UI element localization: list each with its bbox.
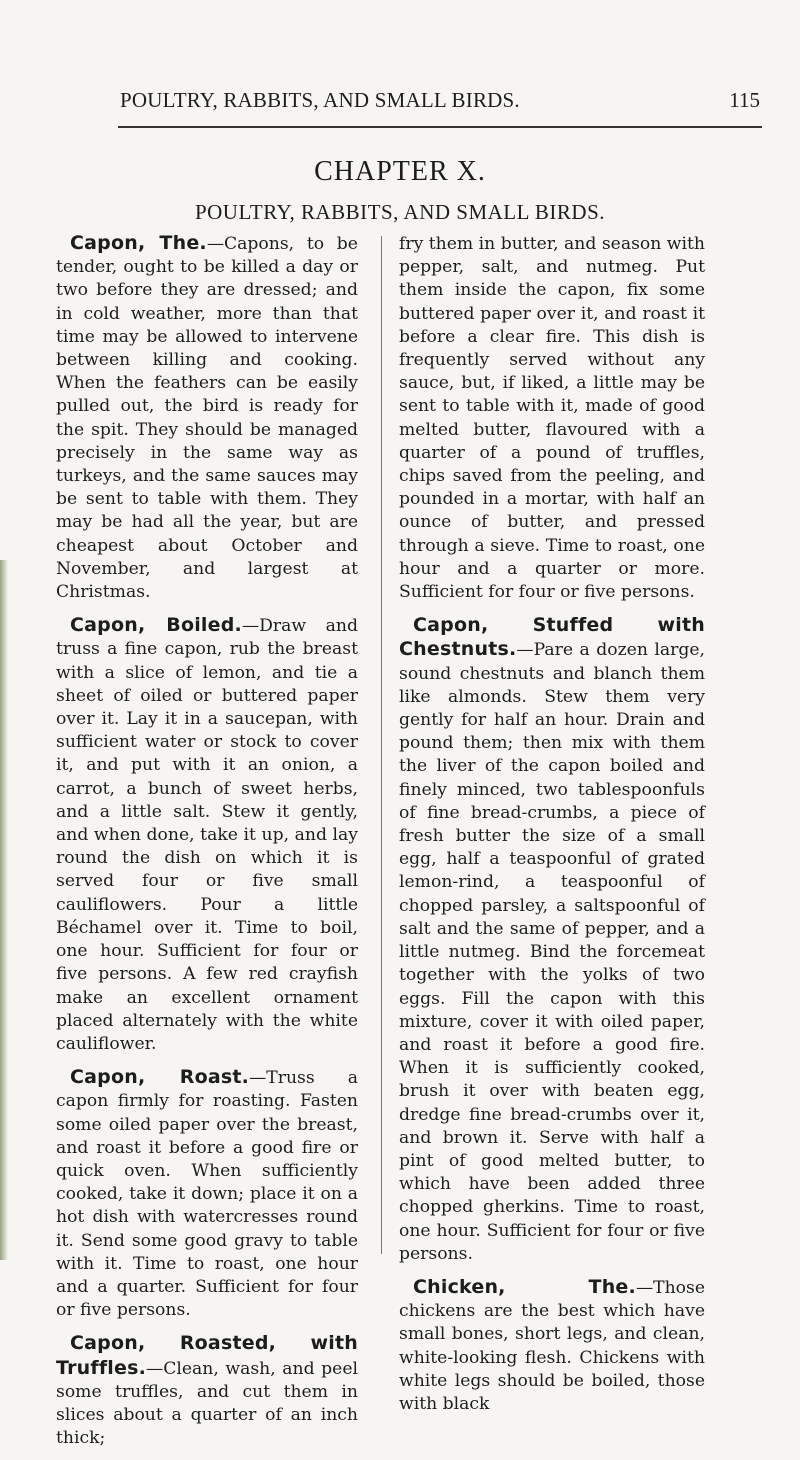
- right-column: [399, 232, 705, 1426]
- chapter-subtitle: POULTRY, RABBITS, AND SMALL BIRDS.: [194, 200, 606, 224]
- column-divider: [381, 236, 382, 1254]
- left-column: [56, 232, 358, 1460]
- running-title: POULTRY, RABBITS, AND SMALL BIRDS.: [120, 88, 520, 112]
- page-number: 115: [729, 88, 760, 112]
- recipe-entry-continued: [399, 232, 705, 604]
- recipe-heading: Capon, Stuffed with Chestnuts.: [399, 614, 705, 661]
- recipe-text: —Pare a dozen large, sound chestnuts and blanch them like almonds. Stew them very gently for half an hour. Drain and pound them; then mix with them the liver of the capon boiled and finely minced, two tablespoonfuls of fine bread-crumbs, a piece of fresh butter the size of a small egg, half a teaspoonful of grated lemon-rind, a teaspoonful of chopped parsley, a saltspoonful of salt and the same of pepper, and a little nutmeg. Bind the forcemeat together with the yolks of two eggs. Fill the capon with this mixture, cover it with oiled paper, and roast it before a good fire. When it is sufficiently cooked, brush it over with beaten egg, dredge fine bread-crumbs over it, and brown it. Serve with half a pint of good melted butter, to which have been added three chopped gherkins. Time to roast, one hour. Sufficient for four or five persons.: [399, 640, 705, 1264]
- recipe-text: —Truss a capon firmly for roasting. Fasten some oiled paper over the breast, and roast it before a good fire or quick oven. When sufficiently cooked, take it down; place it on a hot dish with watercresses round it. Send some good gravy to table with it. Time to roast, one hour and a quarter. Sufficient for four or five persons.: [56, 1068, 358, 1321]
- recipe-heading: Chicken, The.: [413, 1275, 636, 1298]
- recipe-entry: [56, 1332, 358, 1450]
- recipe-text: —Those chickens are the best which have small bones, short legs, and clean, white-looking flesh. Chickens with white legs should be boiled, those with black: [399, 1277, 705, 1414]
- recipe-heading: Capon, Boiled.: [70, 614, 242, 637]
- recipe-heading: Capon, The.: [70, 232, 207, 254]
- recipe-text: —Draw and truss a fine capon, rub the breast with a slice of lemon, and tie a sheet of oiled or buttered paper over it. Lay it in a saucepan, with sufficient water or stock to cover it, and put with it an onion, a carrot, a bunch of sweet herbs, and a little salt. Stew it gently, and when done, take it up, and lay round the dish on which it is served four or five small cauliflowers. Pour a little Béchamel over it. Time to boil, one hour. Sufficient for four or five persons. A few red crayfish make an excellent ornament placed alternately with the white cauliflower.: [56, 616, 358, 1054]
- recipe-heading: Capon, Roast.: [70, 1066, 250, 1089]
- page-edge-shadow: [0, 560, 8, 1260]
- recipe-text: fry them in butter, and season with pepper, salt, and nutmeg. Put them inside the capon, fix some buttered paper over it, and roast it before a clear fire. This dish is frequently served without any sauce, but, if liked, a little may be sent to table with it, made of good melted butter, flavoured with a quarter of a pound of truffles, chips saved from the peeling, and pounded in a mortar, with half an ounce of butter, and pressed through a sieve. Time to roast, one hour and a quarter or more. Sufficient for four or five persons.: [399, 234, 705, 603]
- chapter-title: CHAPTER X.: [314, 156, 486, 187]
- header-rule: [118, 126, 762, 128]
- recipe-text: —Clean, wash, and peel some truffles, and cut them in slices about a quarter of an inch thick;: [56, 1358, 358, 1449]
- recipe-entry: [56, 232, 358, 604]
- running-head: [120, 88, 760, 118]
- recipe-text: —Capons, to be tender, ought to be killed a day or two before they are dressed; and in cold weather, more than that time may be allowed to intervene between killing and cooking. When the feathers can be easily pulled out, the bird is ready for the spit. They should be managed precisely in the same way as turkeys, and the same sauces may be sent to table with them. They may be had all the year, but are cheapest about October and November, and largest at Christmas.: [56, 234, 358, 603]
- recipe-heading: Capon, Roasted, with Truffles.: [56, 1332, 358, 1379]
- recipe-entry: [56, 614, 358, 1056]
- recipe-entry: [399, 614, 705, 1266]
- recipe-entry: [56, 1066, 358, 1322]
- recipe-entry: [399, 1276, 705, 1416]
